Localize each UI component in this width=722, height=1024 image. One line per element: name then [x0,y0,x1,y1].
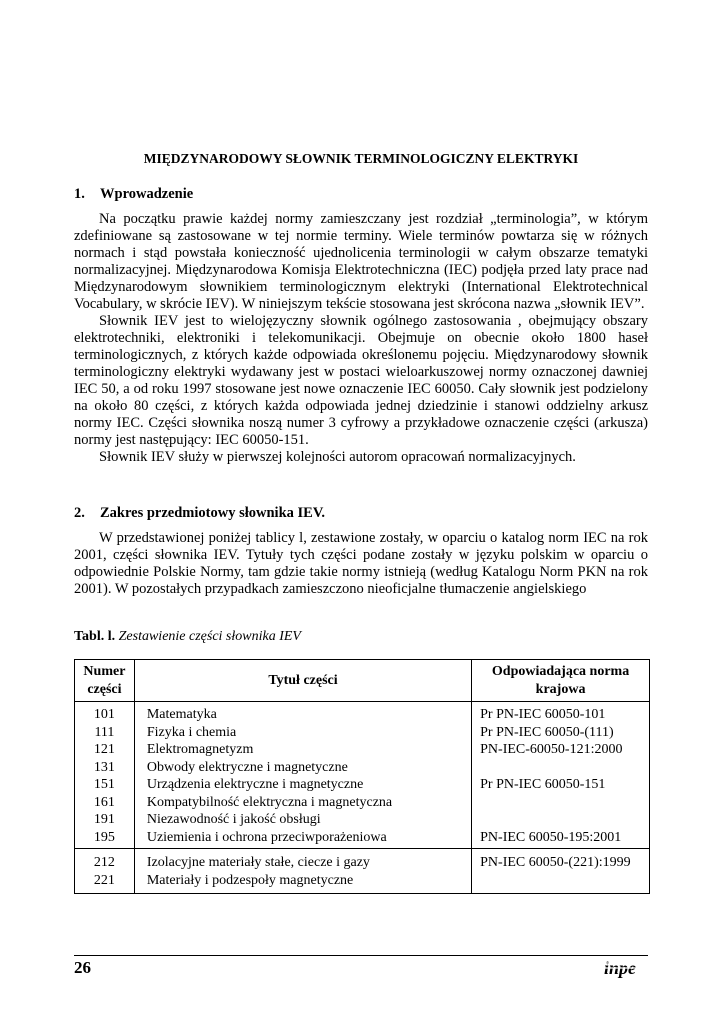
footer-rule [74,955,648,956]
part-number: 191 [93,812,115,827]
part-norm: Pr PN-IEC 60050-151 [480,777,606,792]
part-title: Obwody elektryczne i magnetyczne [146,759,348,775]
title-column [134,702,471,849]
part-title: Izolacyjne materiały stałe, ciecze i gazy [146,855,370,870]
section-2-title: Zakres przedmiotowy słownika IEV. [100,505,326,521]
part-number: 195 [93,829,115,845]
part-number: 151 [93,777,115,792]
part-norm: Pr PN-IEC 60050-(111) [480,724,614,740]
header-number: Numer części [75,660,135,702]
table-caption [74,629,301,645]
part-norm [480,811,649,829]
part-norm: Pr PN-IEC 60050-101 [480,707,606,722]
table-group-1 [75,702,650,849]
table-header-row [75,660,650,702]
part-title: Niezawodność i jakość obsługi [146,812,321,827]
part-norm: PN-IEC 60050-(221):1999 [480,855,631,870]
logo-text: inpe [604,958,637,978]
part-norm [480,759,649,777]
part-norm: PN-IEC-60050-121:2000 [480,742,623,757]
part-title: Kompatybilność elektryczna i magnetyczna [146,794,393,810]
part-norm [480,872,649,890]
part-number: 101 [93,707,115,722]
page-number: 26 [74,958,91,977]
part-title: Elektromagnetyzm [146,742,254,757]
number-column [75,849,135,894]
paragraph: Na początku prawie każdej normy zamieszczany jest rozdział „terminologia”, w którym zdefiniowane są zastosowane w tej normie terminy. Wiele terminów powtarza się w różnych normach i stąd powstała konieczność ujednolicenia terminologii w całym obszarze tematyki normalizacyjnej. Międzynarodowa Komisja Elektrotechniczna (IEC) podjęła przed laty prace nad Międzynarodowym słownikiem terminologicznym elektryki (International Elektrotechnical Vocabulary, w skrócie IEV). W niniejszym tekście stosowana jest skrócona nazwa „słownik IEV”. [74,211,648,312]
table-caption-text: Zestawienie części słownika IEV [118,629,301,644]
header-norm: Odpowiadająca norma krajowa [472,660,650,702]
part-number: 221 [93,872,115,888]
section-2-number: 2. [74,505,85,521]
part-number: 131 [93,759,115,775]
table-caption-label: Tabl. l. [74,629,116,644]
norm-column [472,702,650,849]
norm-column [472,849,650,894]
header-title: Tytuł części [134,660,471,702]
part-norm [480,794,649,812]
section-2-heading [74,505,325,522]
iev-parts-table [74,659,650,894]
table-group-2 [75,849,650,894]
part-title: Fizyka i chemia [146,724,237,740]
paragraph: Słownik IEV służy w pierwszej kolejności autorom opracowań normalizacyjnych. [99,449,576,465]
part-number: 212 [93,855,115,870]
part-title: Uziemienia i ochrona przeciwporażeniowa [146,829,387,845]
section-1-heading [74,186,193,203]
part-number: 121 [93,742,115,757]
page-title: MIĘDZYNARODOWY SŁOWNIK TERMINOLOGICZNY ELEKTRYKI [143,151,579,166]
part-title: Materiały i podzespoły magnetyczne [146,872,354,888]
part-number: 161 [93,794,115,810]
part-title: Urządzenia elektryczne i magnetyczne [146,777,364,792]
section-1-title: Wprowadzenie [100,186,194,202]
paragraph: Słownik IEV jest to wielojęzyczny słownik ogólnego zastosowania , obejmujący obszary elektrotechniki, elektroniki i telekomunikacji. Obejmuje on obecnie około 1800 haseł terminologicznych, z których każde odpowiada określonemu pojęciu. Międzynarodowy słownik terminologiczny elektryki wydawany jest w postaci wieloarkuszowej normy oznaczonej dawniej IEC 50, a od roku 1997 stosowane jest nowe oznaczenie IEC 60050. Cały słownik jest podzielony na około 80 części, z których każda odpowiada jednej dziedzinie i stanowi oddzielny arkusz normy IEC. Części słownika noszą numer 3 cyfrowy a przykładowe oznaczenie części (arkusza) normy jest następujący: IEC 60050-151. [74,313,648,448]
part-number: 111 [94,724,115,740]
part-norm: PN-IEC 60050-195:2001 [480,829,622,845]
section-1-number: 1. [74,186,85,202]
inpe-logo-icon [604,958,650,978]
number-column [75,702,135,849]
title-column [134,849,471,894]
part-title: Matematyka [146,707,217,722]
paragraph: W przedstawionej poniżej tablicy l, zestawione zostały, w oparciu o katalog norm IEC na rok 2001, części słownika IEV. Tytuły tych części podane zostały w języku polskim w oparciu o odpowiednie Polskie Normy, tam gdzie takie normy istnieją (według Katalogu Norm PKN na rok 2001). W pozostałych przypadkach zamieszczono nieoficjalne tłumaczenie angielskiego [74,530,648,597]
section-2-body [74,530,648,598]
section-1-body [74,211,648,466]
